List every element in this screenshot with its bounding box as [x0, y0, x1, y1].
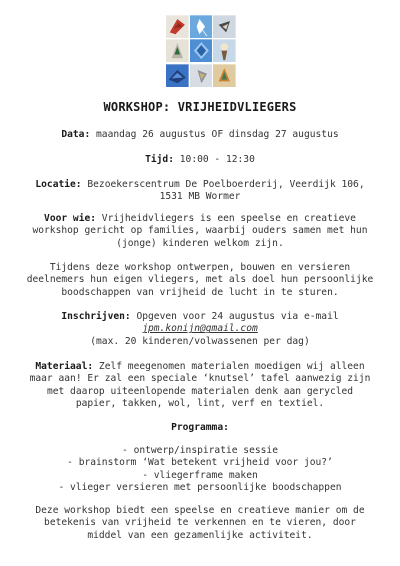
location-block [18, 179, 382, 204]
description-line-1: Tijdens deze workshop ontwerpen, bouwen en versieren [49, 262, 351, 273]
location-line-1: Bezoekerscentrum De Poelboerderij, Veerdijk 106, [81, 179, 365, 190]
closing-line-1: Deze workshop biedt een speelse en creatieve manier om de [35, 505, 365, 516]
materials-label: Materiaal: [35, 361, 94, 372]
kite-photo-6 [213, 39, 236, 62]
closing-paragraph [18, 505, 382, 542]
location-label: Locatie: [35, 179, 82, 190]
materials-line-4: papier, takken, wol, lint, verf en textiel. [75, 398, 325, 410]
program-heading: Programma: [171, 422, 229, 433]
registration-block [18, 311, 382, 348]
time-line [18, 154, 382, 166]
kite-photo-7 [166, 64, 189, 87]
program-item: - vliegerframe maken [142, 469, 258, 481]
workshop-description [18, 262, 382, 299]
kite-photo-1 [166, 15, 189, 38]
description-line-3: boodschappen van vrijheid de lucht in te sturen. [61, 286, 339, 298]
program-list [18, 445, 382, 495]
audience-block [18, 213, 382, 250]
materials-block [18, 361, 382, 411]
registration-note: (max. 20 kinderen/volwassenen per dag) [90, 335, 310, 347]
email-link[interactable]: jpm.konijn@gmail.com [142, 323, 258, 335]
kite-photo-2 [190, 15, 213, 38]
time-label: Tijd: [145, 154, 174, 165]
materials-line-3: met daarop uiteenlopende materialen denk aan gerycled [46, 385, 354, 397]
kite-photo-5 [190, 39, 213, 62]
closing-line-2: betekenis van vrijheid te verkennen en te vieren, door [44, 517, 356, 529]
page-title: WORKSHOP: VRIJHEIDVLIEGERS [103, 100, 297, 114]
location-line-2: 1531 MB Wormer [159, 191, 241, 203]
description-line-2: deelnemers hun eigen vliegers, met als doel hun persoonlijke [26, 274, 374, 286]
kite-photo-3 [213, 15, 236, 38]
program-item: - vlieger versieren met persoonlijke boodschappen [58, 482, 342, 494]
materials-line-2: maar aan! Er zal een speciale ‘knutsel’ tafel aanwezig zijn [29, 373, 371, 385]
audience-line-3: (jonge) kinderen welkom zijn. [116, 237, 284, 249]
date-line [18, 129, 382, 141]
closing-line-3: middel van een gezamenlijke activiteit. [87, 529, 313, 541]
kite-photo-9 [213, 64, 236, 87]
kite-photo-collage [166, 15, 236, 87]
registration-label: Inschrijven: [61, 311, 131, 322]
kite-photo-4 [166, 39, 189, 62]
materials-line-1: Zelf meegenomen materialen moedigen wij alleen [93, 361, 365, 372]
audience-line-1: Vrijheidvliegers is een speelse en creatieve [96, 213, 356, 224]
date-label: Data: [61, 129, 91, 140]
program-item: - brainstorm ‘Wat betekent vrijheid voor jou?’ [67, 457, 333, 469]
program-item: - ontwerp/inspiratie sessie [122, 445, 278, 456]
kite-photo-8 [190, 64, 213, 87]
audience-label: Voor wie: [44, 213, 97, 224]
registration-text: Opgeven voor 24 augustus via e-mail [130, 311, 339, 322]
time-value: 10:00 - 12:30 [174, 154, 255, 165]
audience-line-2: workshop gericht op families, waarbij ouders samen met hun [32, 225, 368, 237]
date-value: maandag 26 augustus OF dinsdag 27 augustus [90, 129, 339, 140]
